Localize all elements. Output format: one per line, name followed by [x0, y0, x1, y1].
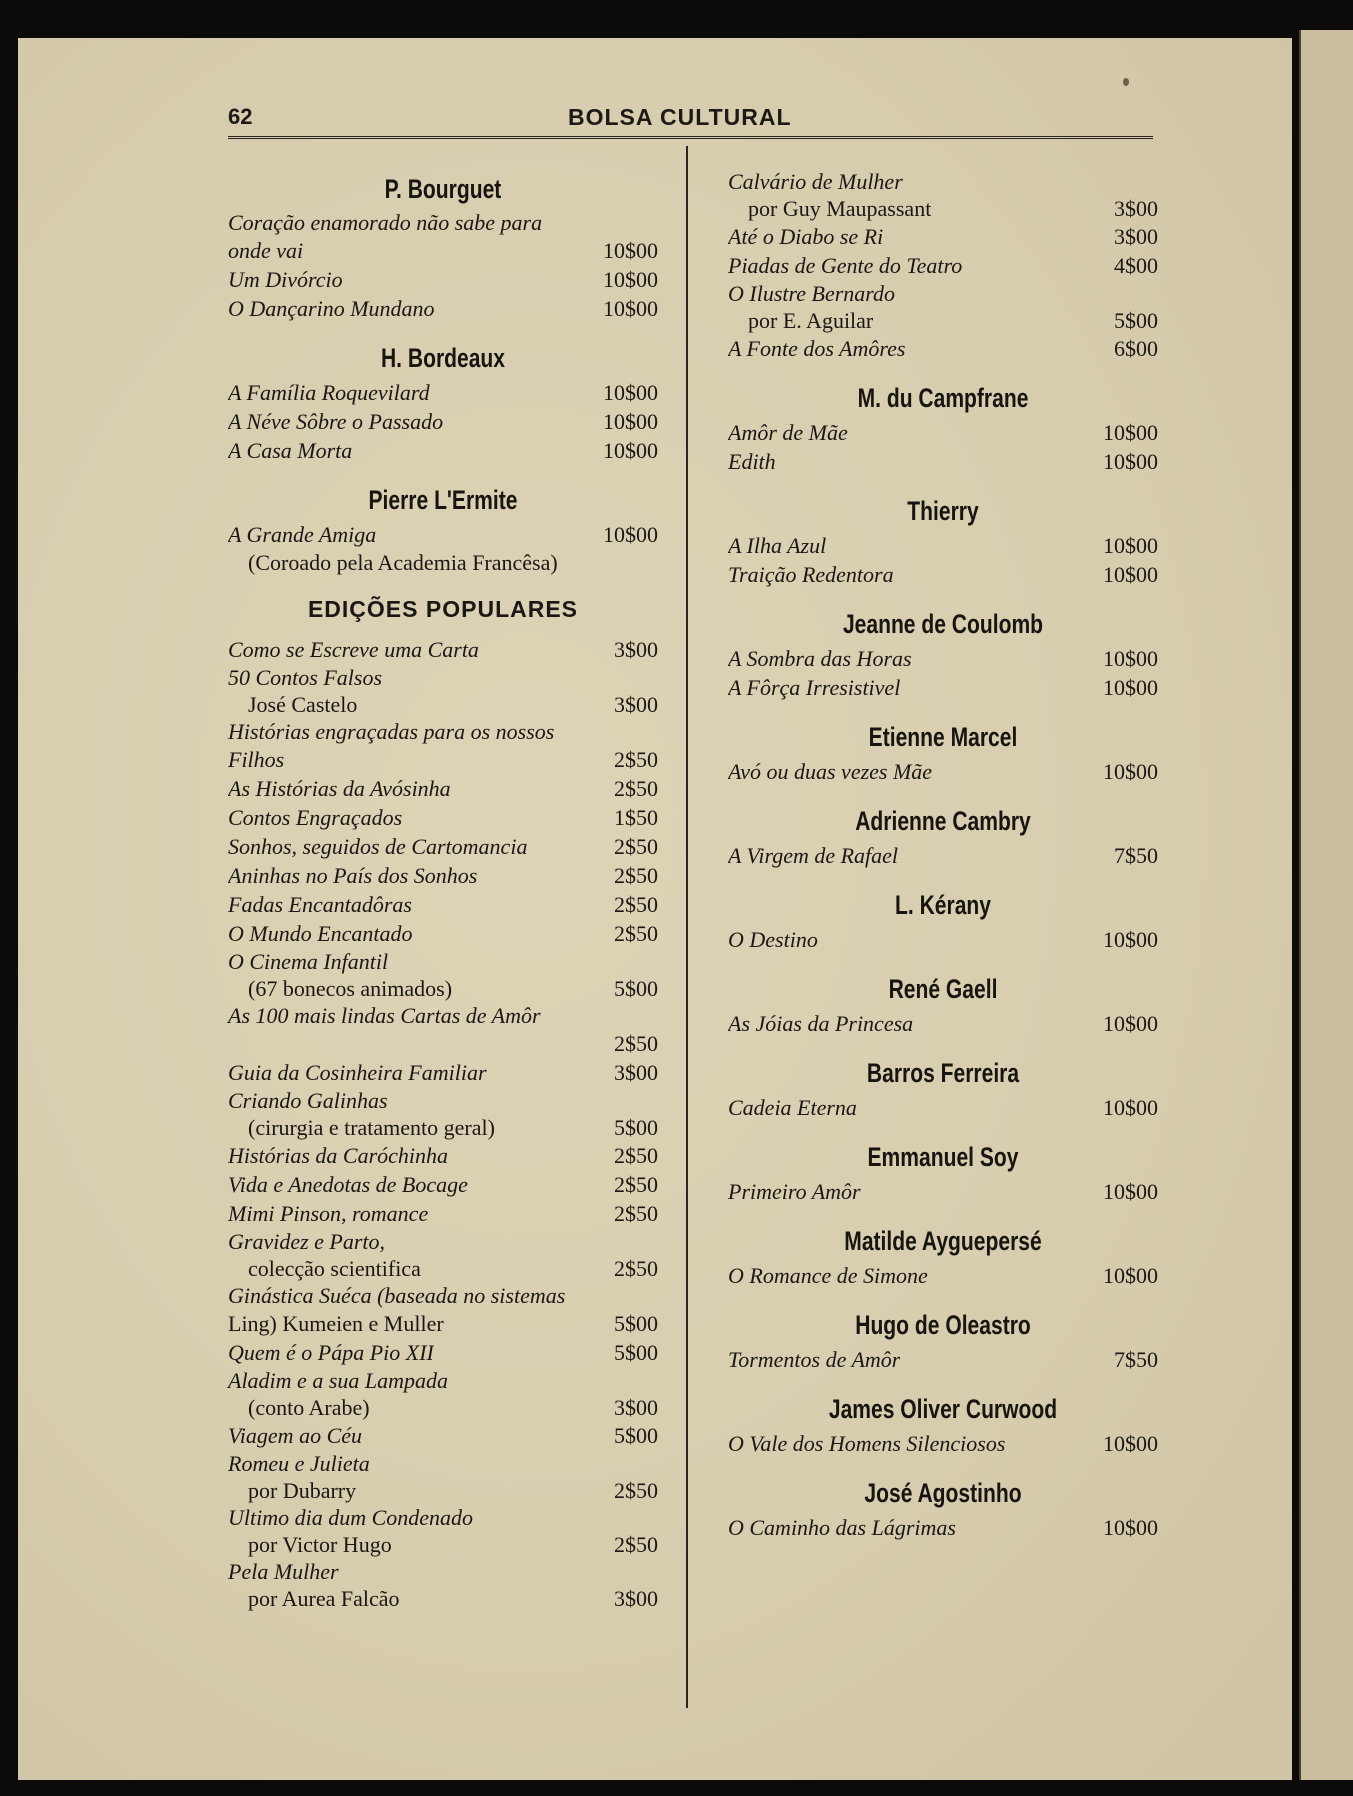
- book-price: 2$50: [614, 747, 658, 772]
- book-byline: por Victor Hugo: [248, 1532, 392, 1557]
- book-price: 3$00: [614, 692, 658, 717]
- book-entry: [228, 1531, 658, 1558]
- book-price: 2$50: [614, 1143, 658, 1168]
- book-price: 10$00: [1103, 927, 1158, 952]
- book-byline: por Guy Maupassant: [748, 196, 932, 221]
- book-price: 2$50: [614, 1031, 658, 1056]
- book-entry: [228, 265, 658, 294]
- book-entry: [228, 1338, 658, 1367]
- book-entry: [228, 975, 658, 1002]
- book-title: Aninhas no País dos Sonhos: [228, 863, 478, 888]
- book-entry: [228, 919, 658, 948]
- book-title: Gravidez e Parto,: [228, 1229, 386, 1254]
- book-entry: [728, 673, 1158, 702]
- book-byline: (cirurgia e tratamento geral): [248, 1115, 495, 1140]
- book-price: 10$00: [1103, 1011, 1158, 1036]
- book-price: 3$00: [1114, 224, 1158, 249]
- book-entry: [228, 1309, 658, 1338]
- book-entry: [228, 378, 658, 407]
- adjacent-page-edge: [1299, 30, 1353, 1780]
- running-title: BOLSA CULTURAL: [568, 104, 792, 130]
- book-price: 10$00: [603, 296, 658, 321]
- book-byline: José Castelo: [248, 692, 358, 717]
- book-title: Avó ou duas vezes Mãe: [728, 759, 933, 784]
- book-price: 5$00: [614, 1340, 658, 1365]
- book-entry: [728, 307, 1158, 334]
- author-heading: Pierre L'Ermite: [368, 485, 518, 515]
- book-title: onde vai: [228, 238, 304, 263]
- book-title: A Néve Sôbre o Passado: [228, 409, 444, 434]
- author-heading: René Gaell: [888, 974, 998, 1004]
- book-price: 3$00: [1114, 196, 1158, 221]
- book-price: 10$00: [1103, 675, 1158, 700]
- book-price: 10$00: [1103, 1263, 1158, 1288]
- book-price: 10$00: [1103, 449, 1158, 474]
- book-entry: [228, 774, 658, 803]
- book-entry: [728, 560, 1158, 589]
- book-title: Como se Escreve uma Carta: [228, 637, 479, 662]
- book-title: O Dançarino Mundano: [228, 296, 435, 321]
- book-entry: [728, 531, 1158, 560]
- book-title: A Virgem de Rafael: [728, 843, 899, 868]
- book-title: O Mundo Encantado: [228, 921, 413, 946]
- book-price: 10$00: [1103, 420, 1158, 445]
- book-entry: [728, 1177, 1158, 1206]
- book-price: 10$00: [1103, 533, 1158, 558]
- book-entry: [228, 1029, 658, 1058]
- book-title: Vida e Anedotas de Bocage: [228, 1172, 468, 1197]
- book-byline: por E. Aguilar: [748, 308, 874, 333]
- book-title: O Caminho das Lágrimas: [728, 1515, 956, 1540]
- book-entry: [728, 1261, 1158, 1290]
- page-header: [228, 100, 1153, 139]
- book-title: Pela Mulher: [228, 1559, 339, 1584]
- book-entry: [728, 1009, 1158, 1038]
- section-heading: EDIÇÕES POPULARES: [307, 596, 579, 622]
- book-price: 3$00: [614, 1586, 658, 1611]
- book-note: (Coroado pela Academia Francêsa): [248, 550, 558, 575]
- book-byline: por Dubarry: [248, 1478, 357, 1503]
- book-title: Ginástica Suéca (baseada no sistemas: [228, 1283, 566, 1308]
- book-title: A Fôrça Irresistivel: [728, 675, 901, 700]
- book-title: 50 Contos Falsos: [228, 665, 383, 690]
- book-title: O Romance de Simone: [728, 1263, 928, 1288]
- book-price: 10$00: [1103, 1095, 1158, 1120]
- book-entry: [228, 1421, 658, 1450]
- book-title: Histórias da Caróchinha: [228, 1143, 449, 1168]
- book-entry: [228, 407, 658, 436]
- book-price: 2$50: [614, 892, 658, 917]
- book-entry: [728, 1093, 1158, 1122]
- author-heading: L. Kérany: [895, 890, 991, 920]
- book-title: Primeiro Amôr: [728, 1179, 861, 1204]
- book-title: Até o Diabo se Ri: [728, 224, 884, 249]
- book-entry: [728, 757, 1158, 786]
- author-heading: José Agostinho: [864, 1478, 1022, 1508]
- book-title: Romeu e Julieta: [228, 1451, 370, 1476]
- book-price: 10$00: [1103, 759, 1158, 784]
- book-title: Tormentos de Amôr: [728, 1347, 901, 1372]
- book-price: 10$00: [1103, 646, 1158, 671]
- book-price: 2$50: [614, 921, 658, 946]
- book-entry: [228, 436, 658, 465]
- column-divider: [686, 146, 688, 1708]
- author-heading: H. Bordeaux: [380, 343, 506, 373]
- book-title: A Ilha Azul: [728, 533, 827, 558]
- book-entry: [228, 1114, 658, 1141]
- book-title: Aladim e a sua Lampada: [228, 1368, 448, 1393]
- book-entry: [228, 236, 658, 265]
- book-entry: [228, 1255, 658, 1282]
- book-price: 2$50: [614, 834, 658, 859]
- book-entry: [228, 861, 658, 890]
- book-entry: [728, 1513, 1158, 1542]
- book-price: 7$50: [1114, 843, 1158, 868]
- book-title: A Fonte dos Amôres: [728, 336, 906, 361]
- book-entry: [228, 294, 658, 323]
- book-title: Edith: [728, 449, 776, 474]
- book-price: 5$00: [614, 1115, 658, 1140]
- book-entry: [728, 222, 1158, 251]
- book-byline: Ling) Kumeien e Muller: [228, 1311, 444, 1336]
- book-title: O Vale dos Homens Silenciosos: [728, 1431, 1006, 1456]
- book-price: 10$00: [603, 522, 658, 547]
- book-price: 10$00: [603, 409, 658, 434]
- book-price: 2$50: [614, 1532, 658, 1557]
- book-entry: [228, 1394, 658, 1421]
- book-entry: [228, 635, 658, 664]
- book-title: A Sombra das Horas: [728, 646, 912, 671]
- book-price: 2$50: [614, 1478, 658, 1503]
- book-entry: [228, 832, 658, 861]
- book-entry: [228, 1199, 658, 1228]
- book-entry: [728, 418, 1158, 447]
- book-price: 5$00: [614, 976, 658, 1001]
- book-title: Piadas de Gente do Teatro: [728, 253, 963, 278]
- author-heading: Hugo de Oleastro: [855, 1310, 1031, 1340]
- book-byline: colecção scientifica: [248, 1256, 421, 1281]
- author-heading: Etienne Marcel: [868, 722, 1018, 752]
- book-entry: [228, 691, 658, 718]
- book-title: Coração enamorado não sabe para: [228, 210, 543, 235]
- book-title: A Família Roquevilard: [228, 380, 430, 405]
- left-column: [228, 168, 658, 1612]
- book-price: 4$00: [1114, 253, 1158, 278]
- book-title: Traição Redentora: [728, 562, 894, 587]
- book-entry: [728, 644, 1158, 673]
- book-title: Cadeia Eterna: [728, 1095, 857, 1120]
- author-heading: James Oliver Curwood: [828, 1394, 1058, 1424]
- book-price: 10$00: [603, 380, 658, 405]
- book-entry: [728, 1345, 1158, 1374]
- book-price: 7$50: [1114, 1347, 1158, 1372]
- right-column: [728, 168, 1158, 1542]
- book-title: Criando Galinhas: [228, 1088, 388, 1113]
- book-title: Um Divórcio: [228, 267, 343, 292]
- author-heading: Jeanne de Coulomb: [842, 609, 1044, 639]
- book-title: As Histórias da Avósinha: [228, 776, 451, 801]
- book-entry: [228, 745, 658, 774]
- author-heading: Emmanuel Soy: [867, 1142, 1019, 1172]
- author-heading: Barros Ferreira: [866, 1058, 1020, 1088]
- book-title: Quem é o Pápa Pio XII: [228, 1340, 434, 1365]
- book-title: Amôr de Mãe: [728, 420, 848, 445]
- book-title: O Ilustre Bernardo: [728, 281, 896, 306]
- book-title: A Grande Amiga: [228, 522, 377, 547]
- book-entry: [228, 890, 658, 919]
- book-title: O Destino: [728, 927, 818, 952]
- book-price: 10$00: [603, 438, 658, 463]
- book-title: Guia da Cosinheira Familiar: [228, 1060, 487, 1085]
- book-price: 10$00: [603, 267, 658, 292]
- book-price: 2$50: [614, 776, 658, 801]
- book-price: 3$00: [614, 1395, 658, 1420]
- book-title: Sonhos, seguidos de Cartomancia: [228, 834, 528, 859]
- book-title: Mimi Pinson, romance: [228, 1201, 429, 1226]
- book-entry: [228, 520, 658, 549]
- book-price: 3$00: [614, 1060, 658, 1085]
- book-entry: [728, 841, 1158, 870]
- book-price: 2$50: [614, 1201, 658, 1226]
- book-entry: [228, 1585, 658, 1612]
- book-title: O Cinema Infantil: [228, 949, 389, 974]
- paper-speck: [1123, 78, 1129, 86]
- book-title: A Casa Morta: [228, 438, 353, 463]
- book-entry: [228, 1170, 658, 1199]
- book-price: 10$00: [1103, 1515, 1158, 1540]
- book-price: 2$50: [614, 863, 658, 888]
- book-entry: [728, 251, 1158, 280]
- author-heading: M. du Campfrane: [857, 383, 1029, 413]
- book-title: Fadas Encantadôras: [228, 892, 412, 917]
- author-heading: Matilde Ayguepersé: [844, 1226, 1042, 1256]
- book-entry: [728, 334, 1158, 363]
- book-title: Ultimo dia dum Condenado: [228, 1505, 474, 1530]
- book-title: Calvário de Mulher: [728, 169, 903, 194]
- book-entry: [228, 803, 658, 832]
- book-title: Contos Engraçados: [228, 805, 403, 830]
- book-price: 2$50: [614, 1256, 658, 1281]
- book-byline: por Aurea Falcão: [248, 1586, 400, 1611]
- book-price: 5$00: [614, 1423, 658, 1448]
- book-price: 10$00: [1103, 1431, 1158, 1456]
- book-price: 5$00: [1114, 308, 1158, 333]
- book-price: 10$00: [1103, 1179, 1158, 1204]
- book-price: 5$00: [614, 1311, 658, 1336]
- page-number: 62: [228, 104, 253, 129]
- book-price: 3$00: [614, 637, 658, 662]
- book-title: Histórias engraçadas para os nossos: [228, 719, 555, 744]
- book-title: Filhos: [228, 747, 285, 772]
- book-entry: [728, 925, 1158, 954]
- book-price: 1$50: [614, 805, 658, 830]
- book-byline: (67 bonecos animados): [248, 976, 453, 1001]
- book-entry: [228, 1477, 658, 1504]
- author-heading: P. Bourguet: [384, 174, 502, 204]
- book-price: 10$00: [1103, 562, 1158, 587]
- book-price: 6$00: [1114, 336, 1158, 361]
- author-heading: Adrienne Cambry: [855, 806, 1031, 836]
- book-entry: [728, 195, 1158, 222]
- book-byline: (conto Arabe): [248, 1395, 370, 1420]
- author-heading: Thierry: [907, 496, 979, 526]
- book-entry: [228, 1058, 658, 1087]
- book-entry: [228, 1141, 658, 1170]
- book-price: 2$50: [614, 1172, 658, 1197]
- book-title: Viagem ao Céu: [228, 1423, 363, 1448]
- book-title: As 100 mais lindas Cartas de Amôr: [228, 1003, 541, 1028]
- book-title: As Jóias da Princesa: [728, 1011, 914, 1036]
- book-price: 10$00: [603, 238, 658, 263]
- book-entry: [728, 447, 1158, 476]
- book-entry: [728, 1429, 1158, 1458]
